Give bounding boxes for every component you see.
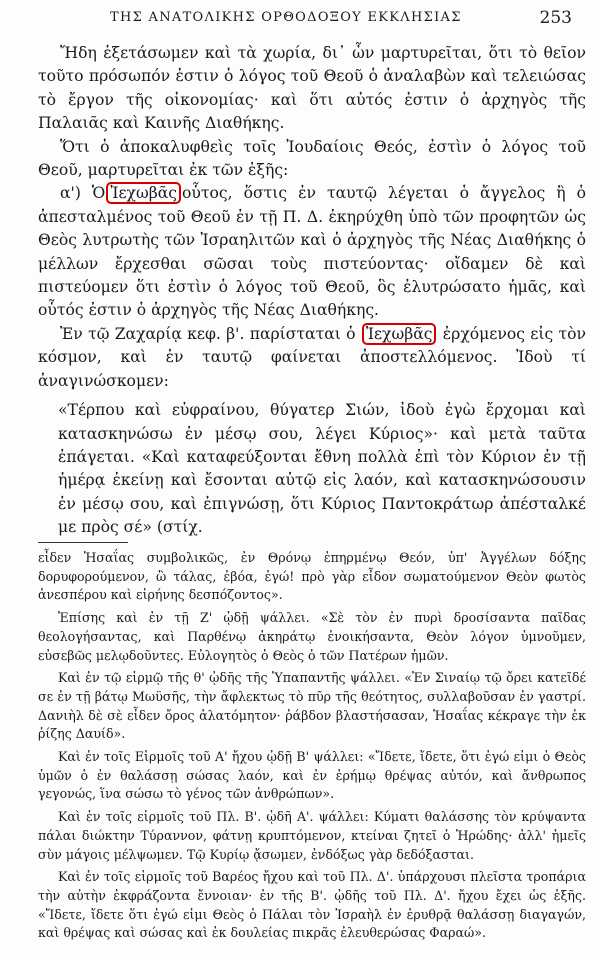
highlighted-word: Ἰεχωβᾶς	[106, 182, 181, 204]
running-head: ΤΗΣ ΑΝΑΤΟΛΙΚΗΣ ΟΡΘΟΔΟΞΟΥ ΕΚΚΛΗΣΙΑΣ	[110, 10, 462, 25]
paragraph-4-lead: Ἐν τῷ Ζαχαρίᾳ κεφ. β'. παρίσταται ὁ	[60, 324, 356, 343]
footnote-rule	[38, 542, 128, 543]
footnote-paragraph: Ἐπίσης καὶ ἐν τῇ Ζ' ᾠδῇ ψάλλει. «Σὲ τὸν ἐν πυρὶ δροσίσαντα παῖδας θεολογήσαντας, καὶ Παρθένῳ ἀκηράτῳ ἐνοικήσαντα, Θεὸν λόγον ὑμνοῦμεν, εὐσεβῶς μελῳδοῦντες. Εὐλογητὸς ὁ Θεὸς ὁ τῶν Πατέρων ἡμῶν.	[38, 610, 586, 663]
footnote-paragraph: Καὶ ἐν τοῖς εἱρμοῖς τοῦ Πλ. Β'. ᾠδῆ Α'. ψάλλει: Κύματι θαλάσσης τὸν κρύψαντα πάλαι διώκτην Τύραννον, φάτνῃ κρυπτόμενον, κτείναι ζητεῖ ὁ Ἡρώδης· ἀλλ' ἡμεῖς σὺν μάγοις μέλψωμεν. Τῷ Κυρίῳ ᾄσωμεν, ἐνδόξως γὰρ δεδόξασται.	[38, 809, 586, 862]
page-number: 253	[539, 8, 572, 28]
paragraph-3	[38, 182, 586, 322]
paragraph-2: Ὅτι ὁ ἀποκαλυφθεὶς τοῖς Ἰουδαίοις Θεός, ἐστὶν ὁ λόγος τοῦ Θεοῦ, μαρτυρεῖται ἐκ τῶν ἑξῆς:	[38, 137, 586, 180]
main-text	[38, 42, 586, 540]
footnote-paragraph: εἶδεν Ἡσαΐας συμβολικῶς, ἐν Θρόνῳ ἐπηρμένῳ Θεόν, ὑπ' Ἀγγέλων δόξης δορυφορούμενον, ὢ τάλας, ἐβόα, ἐγώ! πρὸ γὰρ εἶδον σωματούμενον Θεὸν φωτὸς ἀνεσπέρου καὶ εἰρήνης δεσπόζοντος».	[38, 550, 586, 603]
paragraph-3-rest: οὗτος, ὅστις ἐν ταυτῷ λέγεται ὁ ἄγγελος ἢ ὁ ἀπεσταλμένος τοῦ Θεοῦ ἐν τῇ Π. Δ. ἐκηρύχθη ὑπὸ τῶν προφητῶν ὡς Θεὸς λυτρωτὴς τῶν Ἰσραηλιτῶν καὶ ὁ ἀρχηγὸς τῆς Νέας Διαθήκης ὁ μέλλων ἔρχεσθαι σῶσαι τοὺς πιστεύοντας· οἴδαμεν δὲ καὶ πιστεύομεν ὅτι ἐστὶν ὁ λόγος τοῦ Θεοῦ, ὃς ἐλυτρώσατο ἡμᾶς, καὶ οὗτός ἐστιν ὁ ἀρχηγὸς τῆς Νέας Διαθήκης.	[38, 184, 586, 320]
block-quote: «Τέρπου καὶ εὐφραίνου, θύγατερ Σιών, ἰδοὺ ἐγὼ ἔρχομαι καὶ κατασκηνώσω ἐν μέσῳ σου, λέγει Κύριος»· καὶ μετὰ ταῦτα ἐπάγεται. «Καὶ καταφεύξονται ἔθνη πολλὰ ἐπὶ τὸν Κύριον ἐν τῇ ἡμέρᾳ ἐκείνῃ καὶ ἔσονται αὐτῷ εἰς λαόν, καὶ κατασκηνώσουσιν ἐν μέσῳ σου, καὶ ἐπιγνώσῃ, ὅτι Κύριος Παντοκράτωρ ἀπέσταλκέ με πρὸς σέ» (στίχ.	[58, 401, 586, 537]
paragraph-1: Ἤδη ἐξετάσωμεν καὶ τὰ χωρία, δι᾽ ὧν μαρτυρεῖται, ὅτι τὸ θεῖον τοῦτο πρόσωπόν ἐστιν ὁ λόγος τοῦ Θεοῦ ὁ ἀναλαβὼν καὶ τελειώσας τὸ ἔργον τῆς οἰκονομίας· καὶ ὅτι αὐτός ἐστιν ὁ ἀρχηγὸς τῆς Παλαιᾶς καὶ Καινῆς Διαθήκης.	[38, 44, 586, 133]
footnote-paragraph: Καὶ ἐν τῷ εἱρμῷ τῆς θ' ᾠδῆς τῆς Ὑπαπαντῆς ψάλλει. «Ἐν Σιναίῳ τῷ ὄρει κατεῖδέ σε ἐν τῇ βάτῳ Μωϋσῆς, τὴν ἄφλεκτως τὸ πῦρ τῆς θεότητος, συλλαβοῦσαν ἐν γαστρί. Δανιὴλ δὲ σὲ εἶδεν ὄρος ἀλατόμητον· ῥάβδον βλαστήσασαν, Ἡσαΐας κέκραγε τὴν ἐκ ῥίζης Δαυίδ».	[38, 670, 586, 742]
footnote-paragraph: Καὶ ἐν τοῖς Εἱρμοῖς τοῦ Α' ἤχου ᾠδῇ Β' ψάλλει: «Ἴδετε, ἴδετε, ὅτι ἐγώ εἰμι ὁ Θεὸς ὑμῶν ὁ ἐν θαλάσσῃ σώσας λαόν, καὶ ἐν ἐρήμῳ θρέψας αὐτόν, καὶ ἄνθρωπος γεγονώς, ἵνα σώσω τὸ γένος τῶν ἀνθρώπων».	[38, 749, 586, 802]
paragraph-4	[38, 323, 586, 393]
footnotes	[38, 549, 586, 947]
paragraph-3-lead: α') Ὁ	[60, 184, 106, 203]
paragraph-4-rest: ἐρχόμενος εἰς τὸν κόσμον, καὶ ἐν ταυτῷ φαίνεται ἀποστελλόμενος. Ἰδοὺ τί ἀναγινώσκομεν:	[38, 324, 586, 390]
footnote-paragraph: Καὶ ἐν τοῖς εἱρμοῖς τοῦ Βαρέος ἤχου καὶ τοῦ Πλ. Δ'. ὑπάρχουσι πλεῖστα τροπάρια τὴν αὐτὴν ἐκφράζοντα ἔννοιαν· ἐν τῆς Β'. ᾠδῆς τοῦ Πλ. Δ'. ἤχου ἔχει ὡς ἑξῆς. «Ἴδετε, ἴδετε ὅτι ἐγώ εἰμι Θεὸς ὁ Πάλαι τὸν Ἰσραὴλ ἐν ἐρυθρᾷ θαλάσσῃ διαγαγών, καὶ θρέψας καὶ σώσας καὶ ἐκ δουλείας πικρᾶς ἐλευθερώσας Φαραώ».	[38, 869, 586, 941]
highlighted-word: Ἰεχωβᾶς	[362, 323, 437, 345]
